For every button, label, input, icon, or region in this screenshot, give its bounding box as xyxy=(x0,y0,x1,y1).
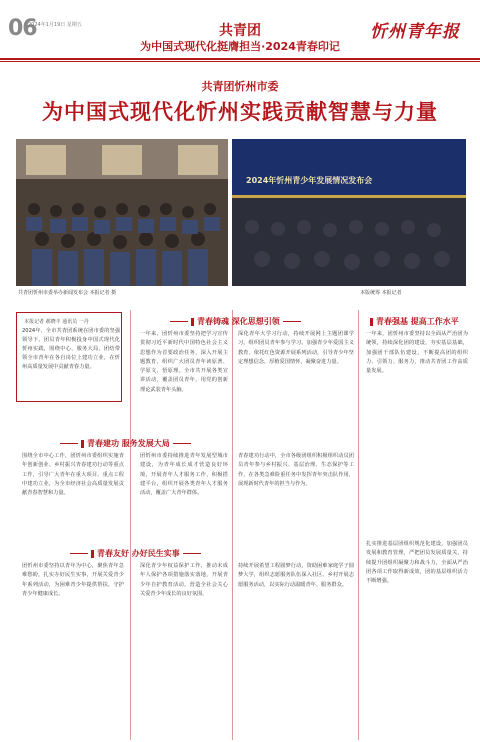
rule-ornament xyxy=(170,321,188,322)
newspaper-logo: 忻州青年报 xyxy=(370,22,460,42)
bar-ornament xyxy=(191,318,194,326)
page-header xyxy=(0,0,480,58)
column-divider xyxy=(232,310,233,740)
column-divider xyxy=(130,310,131,740)
rule-ornament xyxy=(183,553,201,554)
date-line: 2024年1月19日 星期五 xyxy=(28,22,82,28)
photo-left xyxy=(16,139,228,286)
photo-banner-text: 2024年忻州青少年发展情况发布会 xyxy=(246,176,373,185)
column-text: 青春建功行动中，全市各级团组织积极组织动员团员青年参与乡村振兴、基层治理、生态保护等工作，在各类急难险重任务中发挥青年突击队作用，展现新时代青年的担当与作为。 xyxy=(238,453,354,487)
subhead-s1: 青春铸魂 深化思想引领 xyxy=(170,316,301,327)
bar-ornament xyxy=(370,318,373,326)
page-number: 06 xyxy=(8,16,37,41)
bar-ornament xyxy=(91,550,94,558)
subhead-s3: 青春友好 办好民生实事 xyxy=(70,548,201,559)
photo-right xyxy=(232,139,466,286)
rule-ornament xyxy=(173,443,191,444)
bar-ornament xyxy=(81,440,84,448)
column-divider xyxy=(358,310,359,740)
intro-text: 2024年，全市共青团系统在团市委的坚强领导下，团员青年积极投身中国式现代化忻州实践，围绕中心、服务大局，团结带领全市青年在各自岗位上建功立业，在忻州高质量发展中贡献青春力量。 xyxy=(22,328,120,370)
section-name: 共青团 xyxy=(219,23,261,39)
rule-ornament xyxy=(283,321,301,322)
column-text: 深化青年大学习行动，持续开展网上主题团课学习，组织团员青年参与学习。加强青少年爱国主义教育，依托红色资源开展系列活动，引导青少年坚定理想信念，厚植爱国情怀，凝聚奋进力量。 xyxy=(238,331,354,365)
column-text: 团忻州市委持续推进青年发展型城市建设，为青年成长成才营造良好环境，开展青年人才服务工作，积极搭建平台，组织开展各类青年人才服务活动，覆盖广大青年群体。 xyxy=(140,453,228,497)
byline: 本报记者 郝晓丰 通讯员 一丹 xyxy=(24,319,89,325)
column-text: 团忻州市委坚持以青年为中心，聚焦青年急难愁盼，扎实办好民生实事，开展关爱青少年系列活动，为困难青少年提供帮扶，守护青少年健康成长。 xyxy=(22,563,124,597)
column-text: 围绕全市中心工作，团忻州市委组织实施青年创新创业、乡村振兴青春建功行动等重点工作，引导广大青年在重大项目、重点工程中建功立业，为全市经济社会高质量发展贡献青春智慧和力量。 xyxy=(22,453,124,497)
column-text: 持续开展希望工程圆梦行动，资助困难家庭学子圆梦大学，组织志愿服务队伍深入社区、乡村开展志愿服务活动，以实际行动温暖青年、服务群众。 xyxy=(238,563,354,588)
column-text: 扎实推进基层团组织规范化建设，加强团员发展和教育管理，严把团员发展质量关，持续提升团组织凝聚力和战斗力，全面从严治团各项工作取得新成效，团的基层组织活力不断增强。 xyxy=(366,541,468,585)
column-text: 一年来，团忻州市委坚持以全面从严治团为统领，持续深化团的建设，夯实基层基础，加强团干部队伍建设，不断提高团的组织力、引领力、服务力，推动共青团工作高质量发展。 xyxy=(366,331,468,375)
column-text: 一年来，团忻州市委坚持把学习宣传贯彻习近平新时代中国特色社会主义思想作为首要政治任务，深入开展主题教育，组织广大团员青年读原著、学原文、悟原理。全市共开展各类宣讲活动，覆盖团员青年，用党的创新理论武装青年头脑。 xyxy=(140,331,228,393)
subhead-s4: 青春强基 提高工作水平 xyxy=(370,316,459,327)
subhead-s2: 青春建功 服务发展大局 xyxy=(60,438,191,449)
article-kicker: 共青团忻州市委 xyxy=(201,80,279,93)
photo-caption-left: 共青团忻州市委举办新闻发布会 本报记者 摄 xyxy=(18,290,117,296)
article-headline: 为中国式现代化忻州实践贡献智慧与力量 xyxy=(42,100,438,124)
rule-ornament xyxy=(60,443,78,444)
rule-ornament xyxy=(70,553,88,554)
header-rule xyxy=(0,58,480,60)
photo-caption-right: 本版统筹 本报记者 xyxy=(360,290,402,296)
header-rule-thin xyxy=(0,61,480,62)
column-text: 深化青少年权益保护工作，推动未成年人保护各项措施落实落地，开展青少年自护教育活动，营造全社会关心关爱青少年成长的良好氛围。 xyxy=(140,563,228,597)
section-subtitle: 为中国式现代化挺膺担当·2024青春印记 xyxy=(140,40,340,53)
